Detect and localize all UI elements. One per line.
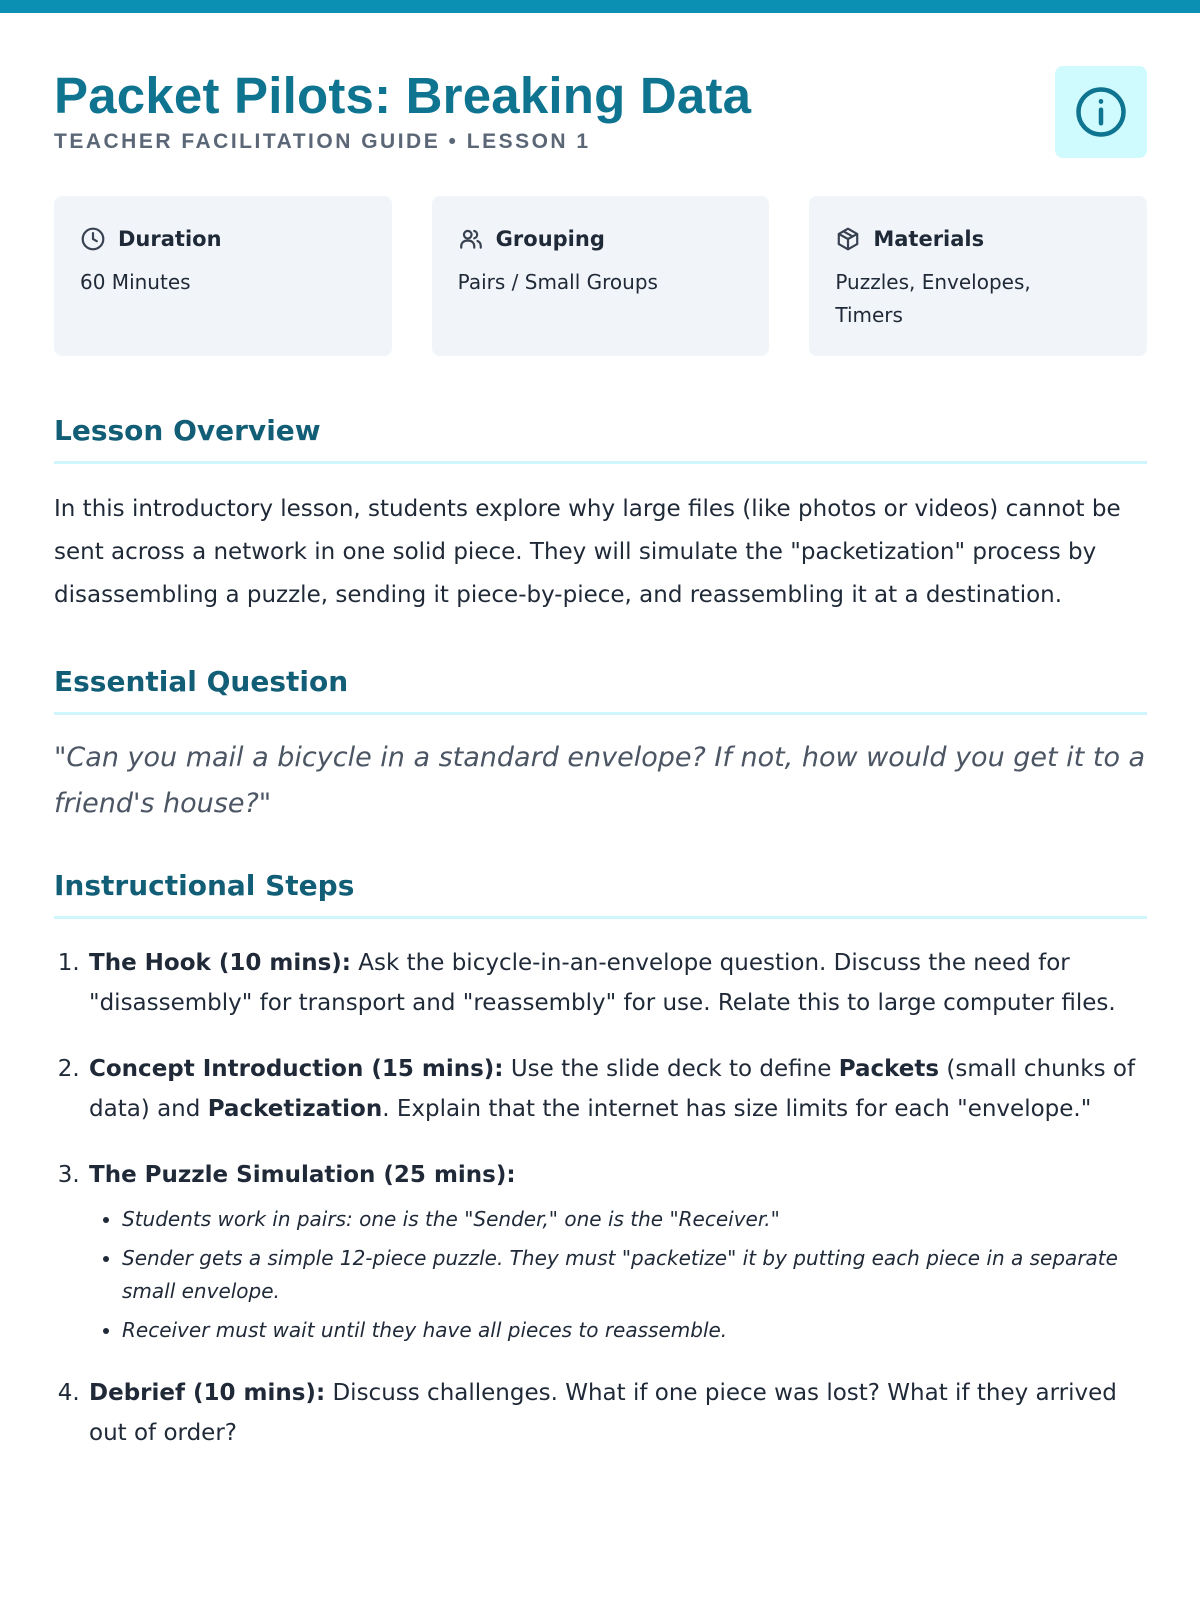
step-label: The Puzzle Simulation (25 mins): bbox=[89, 1162, 516, 1188]
lesson-guide bbox=[54, 66, 1147, 1479]
essential-question-text: "Can you mail a bicycle in a standard envelope? If not, how would you get it to a friend's house?" bbox=[54, 742, 1146, 819]
list-item: • Students work in pairs: one is the "Sender," one is the "Receiver." bbox=[122, 1203, 1147, 1236]
info-button[interactable] bbox=[1055, 66, 1147, 158]
duration-card bbox=[54, 196, 392, 356]
page-subtitle: TEACHER FACILITATION GUIDE • LESSON 1 bbox=[54, 130, 591, 153]
page-title: Packet Pilots: Breaking Data bbox=[54, 67, 752, 124]
steps-list bbox=[54, 943, 1147, 1453]
clock-icon bbox=[80, 226, 106, 252]
materials-card bbox=[809, 196, 1147, 356]
materials-label: Materials bbox=[873, 227, 985, 251]
duration-value: 60 Minutes bbox=[80, 270, 191, 294]
step-text: . Explain that the internet has size limits for each "envelope." bbox=[382, 1096, 1092, 1122]
essential-question-heading: Essential Question bbox=[54, 665, 1147, 715]
header bbox=[54, 66, 1147, 176]
term-packets: Packets bbox=[838, 1056, 940, 1082]
grouping-value: Pairs / Small Groups bbox=[457, 270, 658, 294]
users-icon bbox=[458, 226, 484, 252]
step-text: Ask the bicycle-in-an-envelope question. Discuss the need for "disassembly" for transport and "reassembly" for use. Relate this to large computer files. bbox=[89, 950, 1116, 1016]
materials-value: Puzzles, Envelopes, Timers bbox=[835, 270, 1031, 327]
list-item: • Sender gets a simple 12-piece puzzle. They must "packetize" it by putting each piece in a separate small envelope. bbox=[122, 1242, 1147, 1308]
step-label: Debrief (10 mins): bbox=[89, 1380, 326, 1406]
step-puzzle-simulation bbox=[87, 1155, 1147, 1347]
step-text: Use the slide deck to define bbox=[503, 1056, 839, 1082]
step-hook bbox=[87, 943, 1147, 1023]
step-debrief bbox=[87, 1373, 1147, 1453]
step-concept-introduction bbox=[87, 1049, 1147, 1129]
lesson-info-cards bbox=[54, 196, 1147, 356]
grouping-card bbox=[432, 196, 770, 356]
step-label: The Hook (10 mins): bbox=[89, 950, 351, 976]
step-label: Concept Introduction (15 mins): bbox=[89, 1056, 504, 1082]
duration-label: Duration bbox=[118, 227, 222, 251]
list-item: • Receiver must wait until they have all pieces to reassemble. bbox=[122, 1314, 1147, 1347]
term-packetization: Packetization bbox=[207, 1096, 383, 1122]
step-text: (small chunks of data) and bbox=[89, 1056, 1136, 1122]
overview-heading: Lesson Overview bbox=[54, 414, 1147, 464]
grouping-label: Grouping bbox=[495, 227, 605, 251]
instructional-steps-heading: Instructional Steps bbox=[54, 869, 1147, 919]
info-icon bbox=[1074, 85, 1128, 139]
box-icon bbox=[835, 226, 861, 252]
top-accent-bar bbox=[0, 0, 1200, 13]
simulation-bullets bbox=[89, 1203, 1147, 1347]
step-text: Discuss challenges. What if one piece was lost? What if they arrived out of order? bbox=[89, 1380, 1117, 1446]
overview-text: In this introductory lesson, students explore why large files (like photos or videos) cannot be sent across a network in one solid piece. They will simulate the "packetization" process by disassembling a puzzle, sending it piece-by-piece, and reassembling it at a destination. bbox=[54, 496, 1121, 608]
